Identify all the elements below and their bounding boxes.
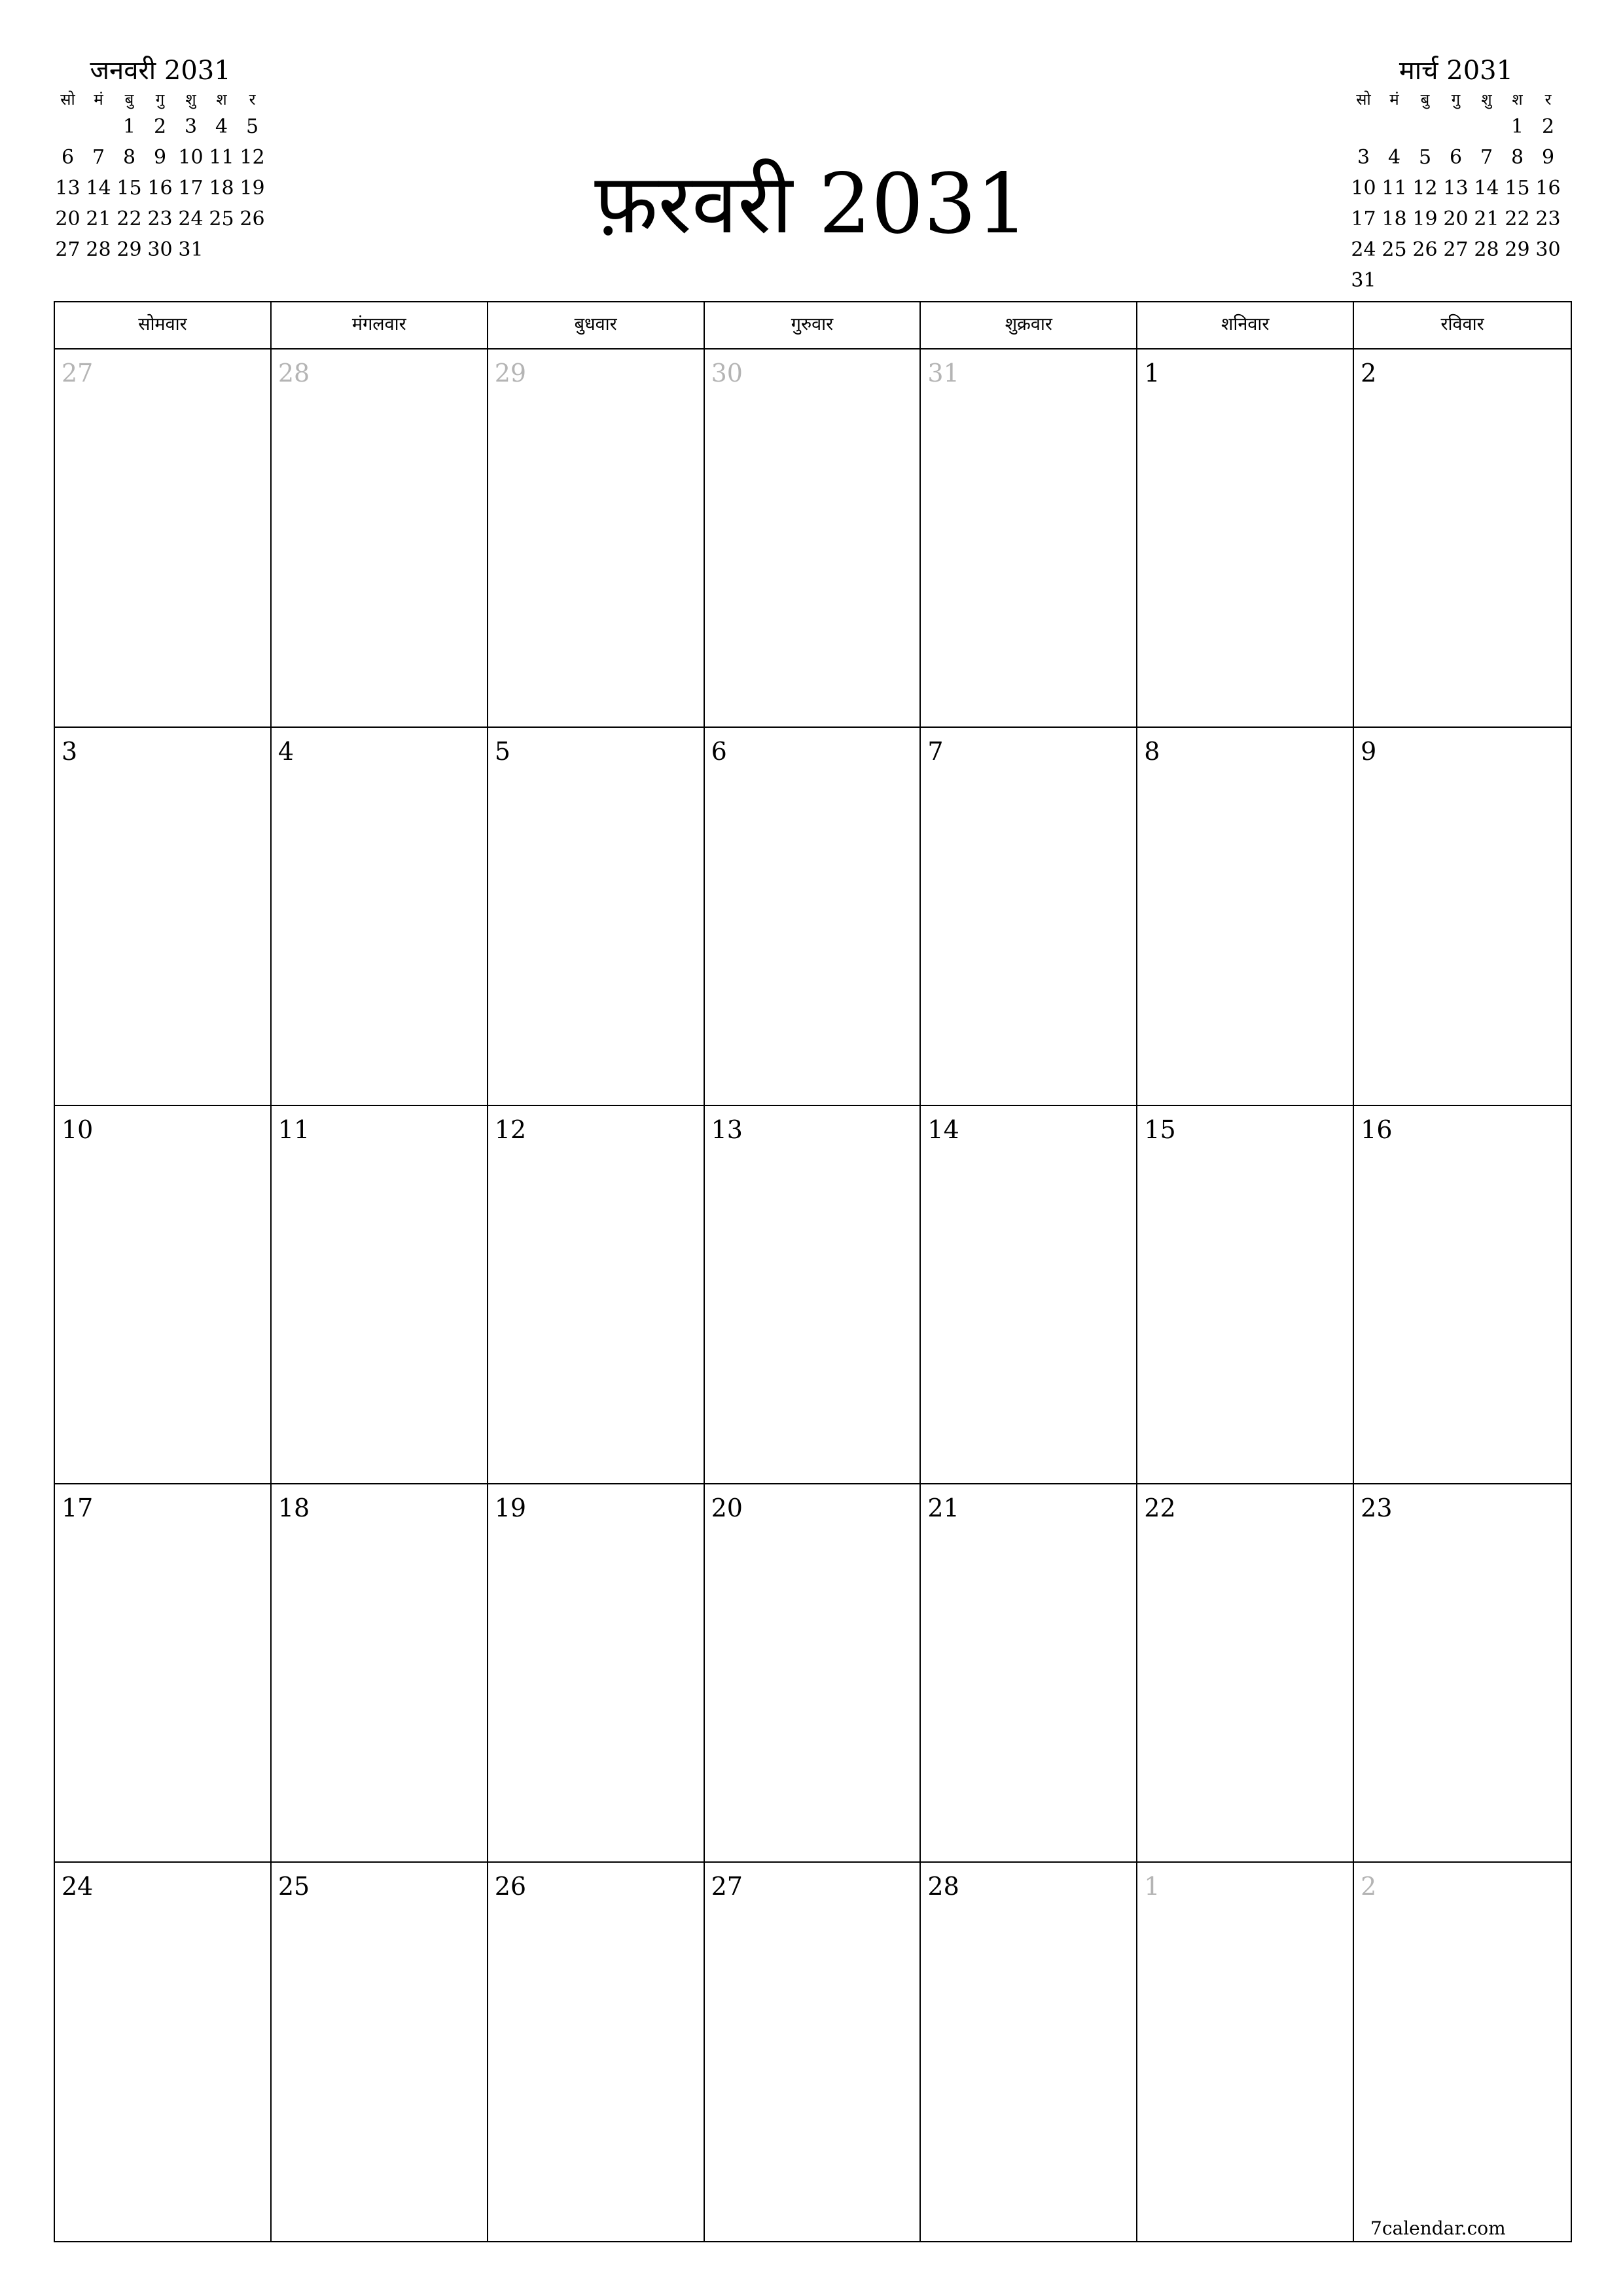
- day-cell[interactable]: [488, 1106, 705, 1484]
- day-number: 6: [711, 737, 727, 766]
- day-cell[interactable]: [921, 728, 1137, 1106]
- mini-day: 4: [215, 115, 228, 138]
- mini-day: 6: [1449, 146, 1463, 169]
- mini-day: 9: [1541, 146, 1555, 169]
- day-number: 8: [1144, 737, 1160, 766]
- mini-day: 25: [1382, 238, 1407, 261]
- day-cell[interactable]: [272, 1106, 488, 1484]
- mini-day: 6: [61, 146, 75, 169]
- mini-day: 28: [1474, 238, 1499, 261]
- mini-day: 4: [1387, 146, 1401, 169]
- mini-day: 1: [122, 115, 136, 138]
- mini-weekday-label: बु: [124, 90, 134, 109]
- mini-day: 20: [55, 207, 80, 230]
- mini-day: 27: [55, 238, 80, 261]
- mini-day: 10: [1351, 177, 1376, 200]
- mini-day: 23: [1535, 207, 1561, 230]
- mini-day: 30: [1535, 238, 1561, 261]
- day-cell[interactable]: [705, 1484, 921, 1863]
- day-number: 19: [494, 1494, 527, 1522]
- day-cell[interactable]: [705, 1863, 921, 2241]
- mini-day: 25: [209, 207, 234, 230]
- mini-day: 31: [1351, 269, 1376, 292]
- day-cell[interactable]: [488, 1484, 705, 1863]
- day-cell[interactable]: [1137, 1106, 1354, 1484]
- mini-weekday-label: शु: [1481, 90, 1492, 109]
- weekday-header: शुक्रवार: [921, 302, 1137, 350]
- day-number: 2: [1361, 1872, 1377, 1901]
- mini-day: 24: [178, 207, 204, 230]
- mini-day: 1: [1510, 115, 1524, 138]
- mini-weekday-label: शु: [185, 90, 196, 109]
- day-cell[interactable]: [1137, 1484, 1354, 1863]
- day-cell-other-month[interactable]: [272, 350, 488, 728]
- day-number: 27: [62, 359, 94, 387]
- day-cell[interactable]: [1354, 350, 1571, 728]
- day-cell[interactable]: [272, 1863, 488, 2241]
- mini-day: 16: [147, 177, 173, 200]
- mini-weekday-label: मं: [1389, 90, 1399, 109]
- mini-day: 27: [1443, 238, 1469, 261]
- day-cell[interactable]: [705, 728, 921, 1106]
- day-number: 15: [1144, 1115, 1176, 1144]
- mini-day: 5: [1418, 146, 1432, 169]
- day-cell[interactable]: [55, 1106, 272, 1484]
- mini-day: 17: [178, 177, 204, 200]
- weekday-header: मंगलवार: [272, 302, 488, 350]
- day-number: 1: [1144, 1872, 1160, 1901]
- mini-day: 28: [86, 238, 111, 261]
- mini-day: 29: [1505, 238, 1530, 261]
- day-number: 14: [927, 1115, 959, 1144]
- day-number: 17: [62, 1494, 94, 1522]
- day-number: 25: [277, 1872, 310, 1901]
- mini-weekday-label: श: [1512, 90, 1523, 109]
- mini-day: 19: [1412, 207, 1438, 230]
- day-cell-other-month[interactable]: [921, 350, 1137, 728]
- mini-calendar-next-month: [1348, 54, 1564, 296]
- mini-day: 15: [116, 177, 142, 200]
- day-number: 12: [494, 1115, 527, 1144]
- page-title: फ़रवरी 2031: [594, 156, 1029, 252]
- day-number: 3: [62, 737, 78, 766]
- mini-day: 20: [1443, 207, 1469, 230]
- day-cell[interactable]: [55, 1484, 272, 1863]
- mini-day: 8: [122, 146, 136, 169]
- mini-day: 21: [1474, 207, 1499, 230]
- mini-day: 19: [240, 177, 265, 200]
- day-number: 31: [927, 359, 959, 387]
- mini-weekday-label: मं: [94, 90, 103, 109]
- month-grid: [54, 301, 1572, 2242]
- mini-day: 12: [1412, 177, 1438, 200]
- mini-weekday-label: सो: [60, 90, 75, 109]
- mini-weekday-label: गु: [1451, 90, 1461, 109]
- mini-day: 18: [1382, 207, 1407, 230]
- day-cell[interactable]: [1354, 1106, 1571, 1484]
- mini-day: 22: [116, 207, 142, 230]
- mini-day: 18: [209, 177, 234, 200]
- mini-calendar-grid: [1348, 88, 1564, 296]
- mini-day: 7: [1480, 146, 1493, 169]
- mini-day: 14: [86, 177, 111, 200]
- day-number: 24: [62, 1872, 94, 1901]
- day-number: 18: [277, 1494, 310, 1522]
- day-cell[interactable]: [55, 1863, 272, 2241]
- mini-day: 31: [178, 238, 204, 261]
- weekday-header: गुरुवार: [705, 302, 921, 350]
- mini-day: 11: [1382, 177, 1407, 200]
- day-cell-other-month[interactable]: [55, 350, 272, 728]
- day-number: 11: [277, 1115, 310, 1144]
- mini-day: 26: [1412, 238, 1438, 261]
- day-number: 30: [711, 359, 743, 387]
- day-cell-other-month[interactable]: [705, 350, 921, 728]
- day-cell[interactable]: [488, 728, 705, 1106]
- day-cell[interactable]: [921, 1484, 1137, 1863]
- mini-day: 21: [86, 207, 111, 230]
- mini-calendar-title: जनवरी 2031: [90, 56, 231, 86]
- day-number: 20: [711, 1494, 743, 1522]
- mini-calendar-title: मार्च 2031: [1399, 56, 1514, 86]
- footer-source: 7calendar.com: [1370, 2217, 1506, 2239]
- mini-day: 7: [92, 146, 105, 169]
- mini-day: 23: [147, 207, 173, 230]
- mini-weekday-label: गु: [155, 90, 165, 109]
- day-number: 28: [277, 359, 310, 387]
- day-number: 10: [62, 1115, 94, 1144]
- mini-weekday-label: सो: [1356, 90, 1371, 109]
- mini-day: 14: [1474, 177, 1499, 200]
- mini-day: 3: [184, 115, 198, 138]
- day-cell[interactable]: [921, 1863, 1137, 2241]
- day-number: 27: [711, 1872, 743, 1901]
- mini-day: 24: [1351, 238, 1376, 261]
- mini-day: 13: [55, 177, 80, 200]
- mini-day: 29: [116, 238, 142, 261]
- day-cell-other-month[interactable]: [1137, 1863, 1354, 2241]
- mini-day: 11: [209, 146, 234, 169]
- mini-weekday-label: र: [1544, 90, 1552, 109]
- day-number: 26: [494, 1872, 527, 1901]
- mini-day: 8: [1510, 146, 1524, 169]
- mini-day: 13: [1443, 177, 1469, 200]
- day-cell[interactable]: [1137, 350, 1354, 728]
- day-number: 4: [277, 737, 294, 766]
- day-number: 7: [927, 737, 944, 766]
- day-cell[interactable]: [272, 728, 488, 1106]
- mini-weekday-label: बु: [1420, 90, 1430, 109]
- day-number: 9: [1361, 737, 1377, 766]
- mini-day: 2: [153, 115, 167, 138]
- mini-day: 22: [1505, 207, 1530, 230]
- weekday-header: शनिवार: [1137, 302, 1354, 350]
- day-cell[interactable]: [1354, 1484, 1571, 1863]
- day-cell[interactable]: [55, 728, 272, 1106]
- day-cell[interactable]: [488, 1863, 705, 2241]
- weekday-header: बुधवार: [488, 302, 705, 350]
- weekday-header: सोमवार: [55, 302, 272, 350]
- day-number: 28: [927, 1872, 959, 1901]
- mini-day: 16: [1535, 177, 1561, 200]
- day-cell[interactable]: [1354, 728, 1571, 1106]
- day-number: 21: [927, 1494, 959, 1522]
- mini-weekday-label: र: [249, 90, 256, 109]
- day-number: 13: [711, 1115, 743, 1144]
- mini-day: 26: [240, 207, 265, 230]
- day-number: 22: [1144, 1494, 1176, 1522]
- weekday-header: रविवार: [1354, 302, 1571, 350]
- mini-weekday-label: श: [216, 90, 227, 109]
- mini-day: 10: [178, 146, 204, 169]
- mini-day: 17: [1351, 207, 1376, 230]
- mini-day: 5: [245, 115, 259, 138]
- mini-day: 12: [240, 146, 265, 169]
- day-cell[interactable]: [921, 1106, 1137, 1484]
- mini-day: 9: [153, 146, 167, 169]
- day-number: 2: [1361, 359, 1377, 387]
- day-cell[interactable]: [1137, 728, 1354, 1106]
- day-number: 1: [1144, 359, 1160, 387]
- mini-day: 30: [147, 238, 173, 261]
- day-cell-other-month[interactable]: [488, 350, 705, 728]
- mini-day: 15: [1505, 177, 1530, 200]
- mini-day: 3: [1357, 146, 1370, 169]
- day-cell[interactable]: [272, 1484, 488, 1863]
- day-number: 5: [494, 737, 510, 766]
- mini-day: 2: [1541, 115, 1555, 138]
- day-number: 23: [1361, 1494, 1393, 1522]
- day-cell[interactable]: [705, 1106, 921, 1484]
- day-number: 29: [494, 359, 527, 387]
- day-number: 16: [1361, 1115, 1393, 1144]
- day-cell-other-month[interactable]: [1354, 1863, 1571, 2241]
